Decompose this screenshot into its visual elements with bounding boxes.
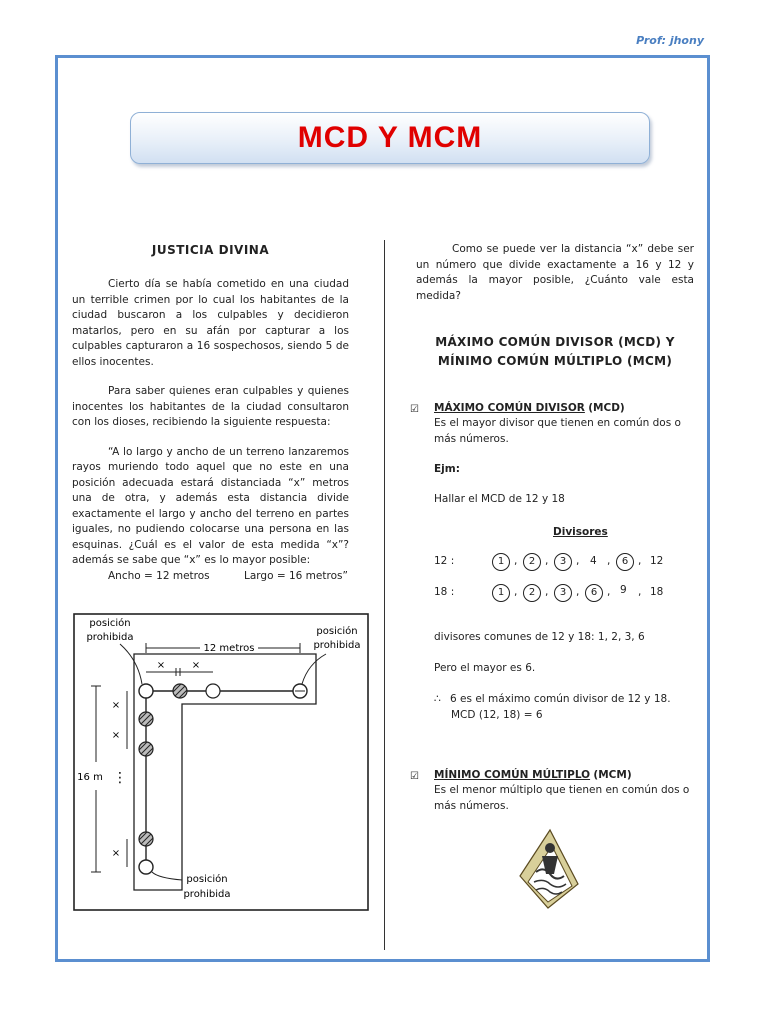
page-title: MCD Y MCM <box>297 121 483 154</box>
divisor-circled: 1 <box>492 584 510 602</box>
separator: , <box>576 586 580 598</box>
example-label: Ejm: <box>434 463 460 475</box>
divisor-circled: 2 <box>523 553 541 571</box>
hatched-positions <box>139 684 220 846</box>
ancho-label: Ancho = 12 metros <box>108 569 210 582</box>
height-label: 16 m <box>77 772 103 783</box>
hatch-lines <box>139 684 305 846</box>
x-spacing-label: × <box>191 660 201 671</box>
separator: , <box>607 555 611 567</box>
x-spacing-label: × <box>111 848 121 859</box>
story-paragraph-3: “A lo largo y ancho de un terreno lanzaremos rayos muriendo todo aquel que no este en una posición adecuada estará distanciada “x” metros una de otra, y además esta distancia divide exactamente el largo y ancho del terreno en partes iguales, no pudiendo colocarse una persona en las esquinas. ¿Cuál es el valor de esta medida “x”? además se sabe que “x” es lo mayor posible: <box>72 445 349 566</box>
intro-paragraph: Como se puede ver la distancia “x” debe ser un número que divide exactamente a 16 y 12 y además la mayor posible, ¿Cuánto vale esta medida? <box>416 243 694 302</box>
x-spacing-label: × <box>156 660 166 671</box>
section-title-line-1: MÁXIMO COMÚN DIVISOR (MCD) Y <box>435 335 675 349</box>
intro-text <box>416 242 694 304</box>
conclusion-line-2: MCD (12, 18) = 6 <box>451 708 543 721</box>
label-prohibited-top-right-1: posición <box>316 626 358 637</box>
label-prohibited-top-right-2: prohibida <box>313 640 361 651</box>
conclusion-line-1: 6 es el máximo común divisor de 12 y 18. <box>450 693 671 705</box>
label-prohibited-top-left-1: posición <box>89 618 131 629</box>
vertical-dots: ⋮ <box>113 770 127 786</box>
checkbox-icon: ☑ <box>410 771 419 782</box>
conclusion <box>434 692 696 723</box>
common-divisors-text: divisores comunes de 12 y 18: 1, 2, 3, 6 <box>434 631 645 643</box>
title-banner <box>130 112 650 164</box>
divisor: 9 <box>620 584 627 596</box>
label-prohibited-bottom-2: prohibida <box>183 889 231 900</box>
author-label: Prof: jhony <box>636 34 704 47</box>
divisor-circled: 3 <box>554 553 572 571</box>
diagram-border <box>74 614 368 910</box>
separator: , <box>638 555 642 567</box>
row-label: 12 : <box>434 555 455 567</box>
story-heading: JUSTICIA DIVINA <box>151 243 270 257</box>
divisor-circled: 2 <box>523 584 541 602</box>
position-corner <box>139 684 153 698</box>
separator: , <box>545 555 549 567</box>
dimensions-line <box>72 569 349 585</box>
l-shaped-terrain <box>134 654 316 890</box>
separator: , <box>607 586 611 598</box>
divisors-row-18 <box>434 584 694 604</box>
width-label: 12 metros <box>203 643 255 654</box>
divisor-circled: 1 <box>492 553 510 571</box>
label-prohibited-bottom-1: posición <box>186 874 228 885</box>
mcd-definition: Es el mayor divisor que tienen en común dos o más números. <box>434 417 681 445</box>
checkbox-icon: ☑ <box>410 404 419 415</box>
section-title <box>410 333 700 371</box>
example-statement: Hallar el MCD de 12 y 18 <box>434 493 565 505</box>
scholar-clipart-icon <box>514 826 586 912</box>
divisors-heading: Divisores <box>553 526 608 538</box>
label-prohibited-top-left-2: prohibida <box>86 632 134 643</box>
mcm-heading-line <box>434 768 696 784</box>
row-label: 18 : <box>434 586 455 598</box>
mcd-title: MÁXIMO COMÚN DIVISOR <box>434 402 585 414</box>
separator: , <box>545 586 549 598</box>
position-point <box>206 684 220 698</box>
therefore-symbol: ∴ <box>434 693 441 705</box>
separator: , <box>638 586 642 598</box>
divisor-circled: 3 <box>554 584 572 602</box>
greatest-text: Pero el mayor es 6. <box>434 662 536 674</box>
separator: , <box>514 586 518 598</box>
x-spacing-label: × <box>111 730 121 741</box>
story-paragraph-2: Para saber quienes eran culpables y quienes inocentes los habitantes de la ciudad consultaron con los dioses, recibiendo la siguiente respuesta: <box>72 385 349 428</box>
position-end-bottom <box>139 860 153 874</box>
mcd-abbr: (MCD) <box>588 402 625 414</box>
divisor: 18 <box>650 586 664 598</box>
divisor: 4 <box>590 555 597 567</box>
story-text <box>72 277 349 585</box>
terrain-diagram <box>72 612 370 912</box>
section-title-line-2: MÍNIMO COMÚN MÚLTIPLO (MCM) <box>437 354 673 368</box>
mcm-abbr: (MCM) <box>593 769 632 781</box>
separator: , <box>514 555 518 567</box>
mcm-title: MÍNIMO COMÚN MÚLTIPLO <box>434 769 591 781</box>
divisor-circled: 6 <box>585 584 603 602</box>
story-paragraph-1: Cierto día se había cometido en una ciudad un terrible crimen por lo cual los habitantes de la ciudad buscaron a los culpables y decidieron matarlos, pero en su afán por capturar a los culpables capturaron a 16 sospechosos, siendo 5 de ellos inocentes. <box>72 278 349 368</box>
divisor: 12 <box>650 555 664 567</box>
column-divider <box>384 240 385 950</box>
largo-label: Largo = 16 metros” <box>244 569 348 582</box>
terrain-svg <box>72 612 370 912</box>
mcd-heading-line <box>434 401 696 417</box>
x-spacing-label: × <box>111 700 121 711</box>
divisors-row-12 <box>434 553 694 573</box>
separator: , <box>576 555 580 567</box>
mcm-definition: Es el menor múltiplo que tienen en común dos o más números. <box>434 784 690 812</box>
divisor-circled: 6 <box>616 553 634 571</box>
